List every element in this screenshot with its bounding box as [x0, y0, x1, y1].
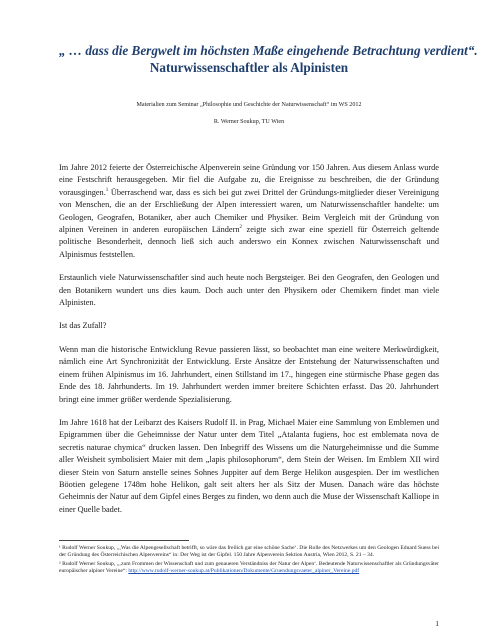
- author-line: R. Werner Soukup, TU Wien: [213, 119, 285, 125]
- paragraph-4: Wenn man die historische Entwicklung Revue passieren lässt, so beobachtet man eine weitere Merkwürdigkeit, nämlich eine Art Synchronizität der Entwicklung. Erste Ansätze der Entstehung der Naturwissenschaften und einem frühen Alpinismus im 16. Jahrhundert, einen Stillstand im 17., hingegen eine stürmische Phase gegen das Ende des 18. Jahrhunderts. Im 19. Jahrhundert werden immer breitere Schichten erfasst. Das 20. Jahrhundert bringt eine immer größer werdende Spezialisierung.: [59, 344, 439, 404]
- footnotes: [59, 545, 439, 577]
- paragraph-2: Erstaunlich viele Naturwissenschaftler sind auch heute noch Bergsteiger. Bei den Geografen, den Geologen und den Botanikern wundert uns dies kaum. Doch auch unter den Physikern oder Chemikern findet man viele Alpinisten.: [59, 273, 439, 308]
- footnote-ref-1[interactable]: 1: [105, 188, 109, 194]
- footnote-1: ¹ Rudolf Werner Soukup, „‚Was die Alpengesellschaft betrifft, so wäre das freilich gar eine schöne Sache‘. Die Rolle des Netzwerkes um den Geologen Eduard Suess bei der Gründung des Österreichischen Alpenvereins“ in: Der Weg ist der Gipfel. 150 Jahre Alpenverein Sektion Austria, Wien 2012, S. 21 – 34.: [59, 545, 439, 559]
- footnote-2: ² Rudolf Werner Soukup, „‚zum Frommen der Wissenschaft und zum genaueren Verständniss der Natur der Alpen‘. Bedeutende Naturwissenschaftler als Gründungsväter europäischer alpiner Vereine“: http://www.rudolf-werner-soukup.at/Publikationen/Dokumente/Gruendungsvaeter_alpiner_Vereine.pdf: [59, 560, 439, 575]
- page-number: 1: [435, 619, 439, 628]
- title-main-line: Naturwissenschaftler als Alpinisten: [149, 60, 349, 75]
- footnote-2-link[interactable]: http://www.rudolf-werner-soukup.at/Publikationen/Dokumente/Gruendungsvaeter_alpiner_Vereine.pdf: [128, 568, 360, 575]
- footnote-ref-2[interactable]: 2: [239, 225, 243, 231]
- seminar-subtitle: Materialien zum Seminar „Philosophie und Geschichte der Naturwissenschaft“ im WS 2012: [136, 102, 362, 108]
- paragraph-5: Im Jahre 1618 hat der Leibarzt des Kaisers Rudolf II. in Prag, Michael Maier eine Sammlung von Emblemen und Epigrammen über die Geheimnisse der Natur unter dem Titel „Atalanta fugiens, hoc est emblemata nova de secretis naturae chymica“ drucken lassen. Den Inbegriff des Wissens um die Naturgeheimnisse und die Summe aller Weisheit symbolisiert Maier mit dem „lapis philosophorum“, dem Stein der Weisen. Im Emblem XII wird dieser Stein von Saturn anstelle seines Sohnes Juppiter auf dem Berge Helikon ausgespien. Der im westlichen Böotien gelegene 1748m hohe Helikon, galt seit alters her als Sitz der Musen. Danach wäre das höchste Geheimnis der Natur auf dem Gipfel eines Berges zu finden, wo denn auch die Muse der Wissenschaft Kalliope in einer Quelle badet.: [59, 417, 439, 514]
- document-title: [59, 42, 478, 76]
- paragraph-1: Im Jahre 2012 feierte der Österreichische Alpenverein seine Gründung vor 150 Jahren. Aus diesem Anlass wurde eine Festschrift herausgegeben. Mir fiel die Aufgabe zu, die Ereignisse zu beschreiben, die der Gründung vorausgingen.$^1$ Überraschend war, dass es sich bei gut zwei Drittel der Gründungs-mitglieder dieser Vereinigung von Menschen, die an der Erschließung der Alpen interessiert waren, um Naturwissenschaftler handelte: um Geologen, Geografen, Botaniker, aber auch Chemiker und Physiker. Beim Vergleich mit der Gründung von alpinen Vereinen in anderen europäischen Ländern$^2$ zeigte sich zwar eine speziell für Österreich geltende politische Besonderheit, dennoch ließ sich auch anderswo ein Konnex zwischen Naturwissenschaft und Alpinismus feststellen.: [59, 163, 440, 259]
- paragraph-3: Ist das Zufall?: [59, 321, 107, 331]
- footnote-separator: [59, 540, 189, 541]
- title-quote-line: „ … dass die Bergwelt im höchsten Maße eingehende Betrachtung verdient“.: [59, 43, 478, 58]
- body-text: [59, 162, 439, 516]
